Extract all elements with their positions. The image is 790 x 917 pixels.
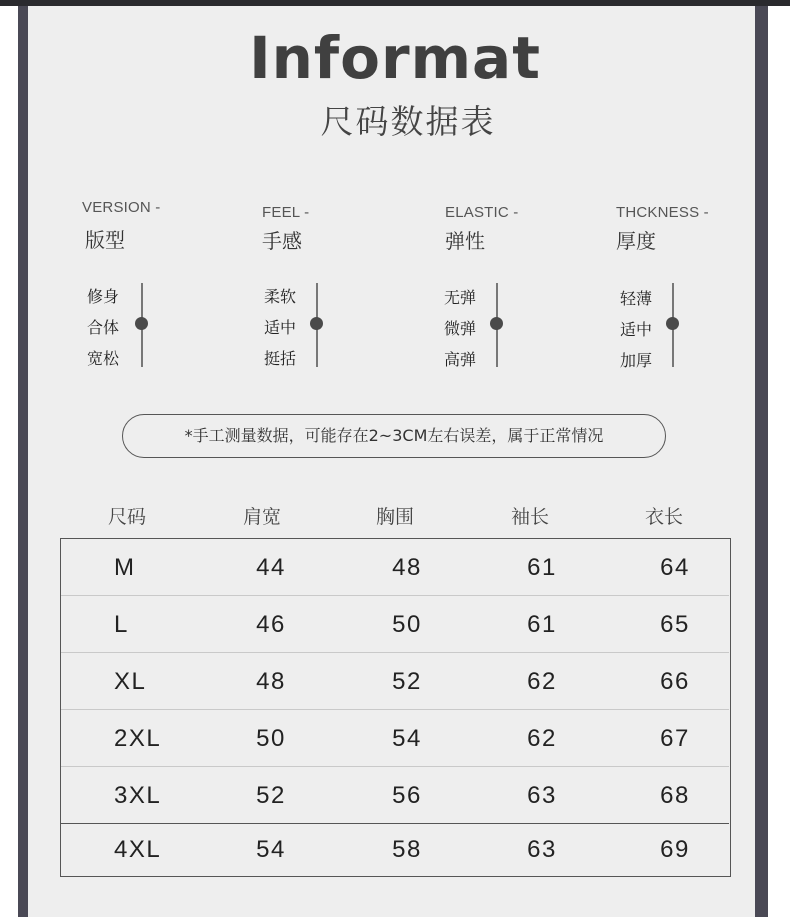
table-cell-size: L: [114, 611, 129, 638]
table-cell: 66: [660, 668, 690, 695]
attr-feel-cn: 手感: [262, 229, 302, 253]
table-cell: 54: [256, 836, 286, 863]
scale-indicator-dot: [490, 317, 503, 330]
table-cell: 62: [527, 668, 557, 695]
size-table: [60, 538, 731, 877]
attr-thickness-en: THCKNESS -: [616, 204, 709, 221]
attr-thickness-cn: 厚度: [616, 229, 656, 253]
table-cell: 46: [256, 611, 286, 638]
attr-thickness-option: 加厚: [620, 351, 653, 370]
table-cell-size: 2XL: [114, 725, 162, 752]
table-cell: 68: [660, 782, 690, 809]
table-row: [61, 596, 729, 653]
table-cell: 44: [256, 554, 286, 581]
attr-thickness-option: 适中: [620, 320, 653, 339]
page-title: Informat: [249, 24, 541, 92]
attr-feel-option: 柔软: [264, 287, 297, 306]
table-row: [61, 539, 729, 596]
table-cell: 50: [392, 611, 422, 638]
attr-version-option: 宽松: [87, 349, 120, 368]
table-cell-size: M: [114, 554, 136, 581]
table-cell: 61: [527, 611, 557, 638]
attr-version-cn: 版型: [85, 228, 125, 252]
attr-elastic-cn: 弹性: [445, 229, 485, 253]
column-header-chest: 胸围: [375, 506, 414, 528]
attr-thickness-option: 轻薄: [620, 289, 653, 308]
table-cell: 63: [527, 782, 557, 809]
attr-elastic-en: ELASTIC -: [445, 204, 519, 221]
scale-indicator-dot: [310, 317, 323, 330]
column-header-sleeve: 袖长: [510, 506, 549, 528]
attr-version-option: 修身: [87, 287, 120, 306]
attr-version-option: 合体: [87, 318, 120, 337]
table-cell: 48: [392, 554, 422, 581]
attr-feel-option: 适中: [264, 318, 297, 337]
column-header-size: 尺码: [107, 506, 146, 528]
table-cell: 65: [660, 611, 690, 638]
attr-feel-en: FEEL -: [262, 204, 310, 221]
attr-elastic-option: 微弹: [444, 319, 477, 338]
attr-elastic-option: 高弹: [444, 350, 477, 369]
table-row: [61, 653, 729, 710]
table-cell: 48: [256, 668, 286, 695]
table-cell: 64: [660, 554, 690, 581]
column-header-shoulder: 肩宽: [242, 506, 281, 528]
table-cell: 63: [527, 836, 557, 863]
table-cell: 69: [660, 836, 690, 863]
table-cell: 67: [660, 725, 690, 752]
table-cell: 52: [256, 782, 286, 809]
scale-indicator-dot: [135, 317, 148, 330]
table-cell-size: XL: [114, 668, 147, 695]
scale-indicator-dot: [666, 317, 679, 330]
attr-feel-option: 挺括: [264, 349, 297, 368]
table-row: [61, 824, 729, 876]
table-cell: 50: [256, 725, 286, 752]
table-cell: 62: [527, 725, 557, 752]
table-cell: 61: [527, 554, 557, 581]
table-row: [61, 710, 729, 767]
table-cell: 56: [392, 782, 422, 809]
table-cell: 58: [392, 836, 422, 863]
measurement-note: *手工测量数据，可能存在2~3CM左右误差，属于正常情况: [122, 414, 666, 458]
table-row: [61, 767, 729, 824]
table-cell-size: 4XL: [114, 836, 162, 863]
table-cell-size: 3XL: [114, 782, 162, 809]
table-cell: 52: [392, 668, 422, 695]
page-subtitle: 尺码数据表: [320, 102, 496, 141]
table-cell: 54: [392, 725, 422, 752]
attr-elastic-option: 无弹: [444, 288, 477, 307]
attr-version-en: VERSION -: [82, 199, 161, 216]
column-header-length: 衣长: [644, 506, 683, 528]
